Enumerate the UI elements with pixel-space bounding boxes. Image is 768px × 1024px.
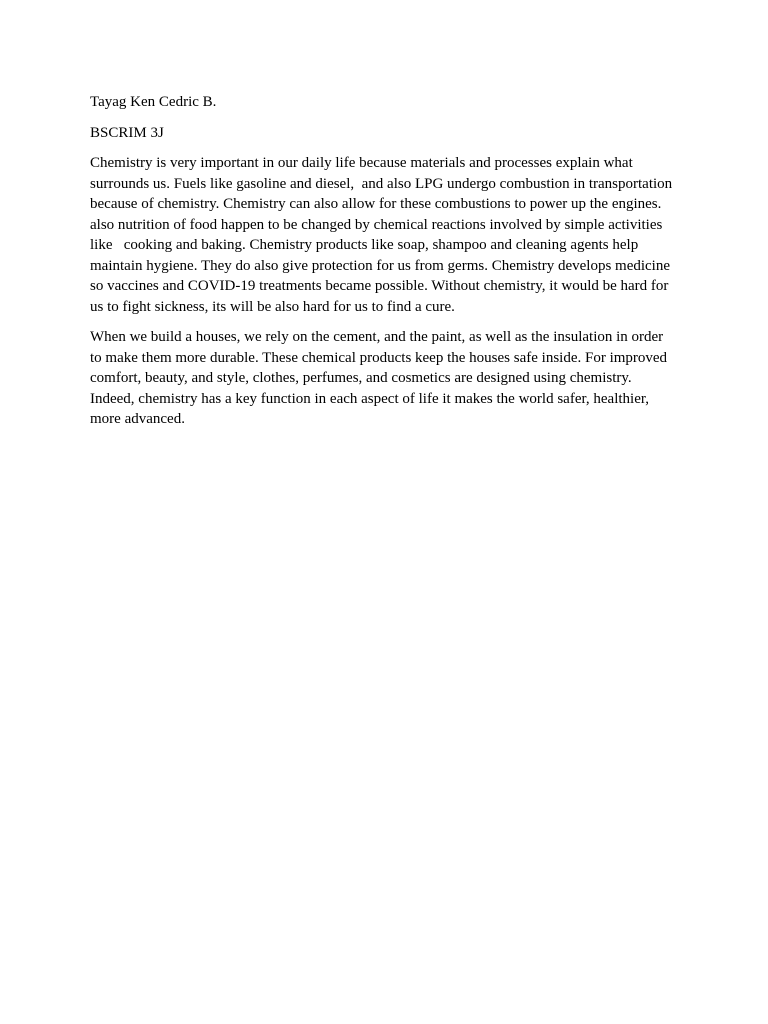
- paragraph-1: [90, 153, 682, 317]
- paragraph-line: like cooking and baking. Chemistry products like soap, shampoo and cleaning agents help: [90, 237, 639, 253]
- paragraph-line: so vaccines and COVID-19 treatments became possible. Without chemistry, it would be hard for: [90, 278, 669, 294]
- paragraph-line: because of chemistry. Chemistry can also allow for these combustions to power up the engines.: [90, 196, 662, 212]
- paragraph-line: surrounds us. Fuels like gasoline and diesel, and also LPG undergo combustion in transportation: [90, 175, 673, 192]
- course-section: BSCRIM 3J: [90, 124, 164, 141]
- paragraph-line: When we build a houses, we rely on the cement, and the paint, as well as the insulation in order: [90, 329, 664, 345]
- paragraph-2: [90, 327, 682, 430]
- document-body: [90, 92, 682, 440]
- paragraph-line: also nutrition of food happen to be changed by chemical reactions involved by simple activities: [90, 216, 663, 233]
- paragraph-line: maintain hygiene. They do also give protection for us from germs. Chemistry develops medicine: [90, 257, 671, 274]
- paragraph-line: us to fight sickness, its will be also hard for us to find a cure.: [90, 298, 455, 315]
- paragraph-line: comfort, beauty, and style, clothes, perfumes, and cosmetics are designed using chemistry.: [90, 370, 632, 386]
- paragraph-line: more advanced.: [90, 411, 185, 427]
- paragraph-line: Chemistry is very important in our daily life because materials and processes explain what: [90, 155, 633, 171]
- paragraph-line: Indeed, chemistry has a key function in each aspect of life it makes the world safer, healthier,: [90, 390, 649, 407]
- author-name: Tayag Ken Cedric B.: [90, 94, 217, 110]
- paragraph-line: to make them more durable. These chemical products keep the houses safe inside. For improved: [90, 349, 668, 366]
